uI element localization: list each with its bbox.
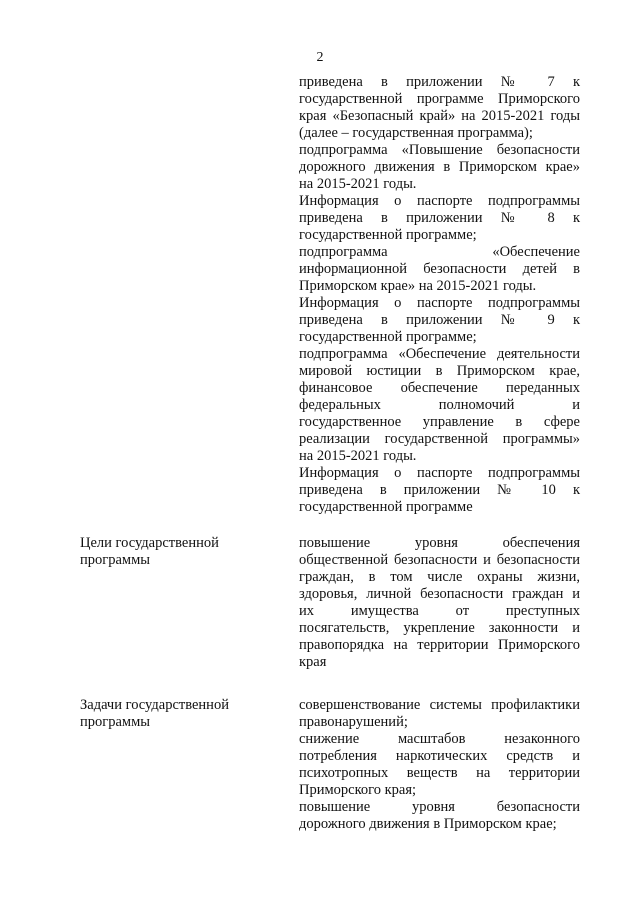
tasks-paragraph	[299, 731, 580, 799]
text-line: потребления наркотических средств и	[299, 748, 580, 764]
text-line: края	[299, 654, 327, 670]
text-line: посягательств, укрепление законности и	[299, 620, 580, 636]
top-block-paragraph	[299, 295, 580, 346]
top-block-paragraph	[299, 244, 580, 295]
top-block-paragraph	[299, 346, 580, 465]
text-line: Информация о паспорте подпрограммы	[299, 465, 580, 481]
text-line: правонарушений;	[299, 714, 408, 730]
text-line: граждан, в том числе охраны жизни,	[299, 569, 580, 585]
text-line: дорожного движения в Приморском крае»	[299, 159, 580, 175]
text-line: приведена в приложении № 9 к	[299, 312, 580, 328]
goals-label: Цели государственной программы	[80, 535, 219, 568]
goals-paragraph	[299, 535, 580, 671]
text-line: Информация о паспорте подпрограммы	[299, 295, 580, 311]
text-line: Приморского края;	[299, 782, 417, 798]
text-line: повышение уровня безопасности	[299, 799, 580, 815]
text-line: их имущества от преступных	[299, 603, 580, 619]
text-line: снижение масштабов незаконного	[299, 731, 580, 747]
text-line: государственной программе;	[299, 227, 477, 243]
text-line: правопорядка на территории Приморского	[299, 637, 580, 653]
text-line: подпрограмма «Обеспечение деятельности	[299, 346, 580, 362]
text-line: информационной безопасности детей в	[299, 261, 580, 277]
page-number: 2	[316, 50, 324, 65]
text-line: приведена в приложении № 7 к	[299, 74, 580, 90]
text-line: приведена в приложении № 10 к	[299, 482, 580, 498]
text-line: реализации государственной программы»	[299, 431, 580, 447]
text-line: Информация о паспорте подпрограммы	[299, 193, 580, 209]
text-line: государственное управление в сфере	[299, 414, 580, 430]
text-line: государственной программе	[299, 499, 473, 515]
text-line: совершенствование системы профилактики	[299, 697, 580, 713]
tasks-text	[299, 697, 580, 833]
tasks-label: Задачи государственной программы	[80, 697, 229, 730]
top-block-paragraph	[299, 465, 580, 516]
text-line: края «Безопасный край» на 2015-2021 годы	[299, 108, 580, 124]
text-line: подпрограмма «Обеспечение	[299, 244, 580, 260]
text-line: (далее – государственная программа);	[299, 125, 533, 141]
top-continuation-block	[299, 74, 580, 516]
text-line: на 2015-2021 годы.	[299, 176, 417, 192]
text-line: федеральных полномочий и	[299, 397, 580, 413]
text-line: повышение уровня обеспечения	[299, 535, 580, 551]
text-line: мировой юстиции в Приморском крае,	[299, 363, 580, 379]
text-line: психотропных веществ на территории	[299, 765, 580, 781]
text-line: общественной безопасности и безопасности	[299, 552, 580, 568]
tasks-paragraph	[299, 697, 580, 731]
text-line: дорожного движения в Приморском крае;	[299, 816, 557, 832]
text-line: приведена в приложении № 8 к	[299, 210, 580, 226]
text-line: финансовое обеспечение переданных	[299, 380, 580, 396]
text-line: здоровья, личной безопасности граждан и	[299, 586, 580, 602]
text-line: государственной программе;	[299, 329, 477, 345]
text-line: государственной программе Приморского	[299, 91, 580, 107]
top-block-paragraph	[299, 142, 580, 193]
text-line: Приморском крае» на 2015-2021 годы.	[299, 278, 537, 294]
text-line: на 2015-2021 годы.	[299, 448, 417, 464]
top-block-paragraph	[299, 193, 580, 244]
goals-text	[299, 535, 580, 671]
text-line: подпрограмма «Повышение безопасности	[299, 142, 580, 158]
top-block-paragraph	[299, 74, 580, 142]
tasks-paragraph	[299, 799, 580, 833]
